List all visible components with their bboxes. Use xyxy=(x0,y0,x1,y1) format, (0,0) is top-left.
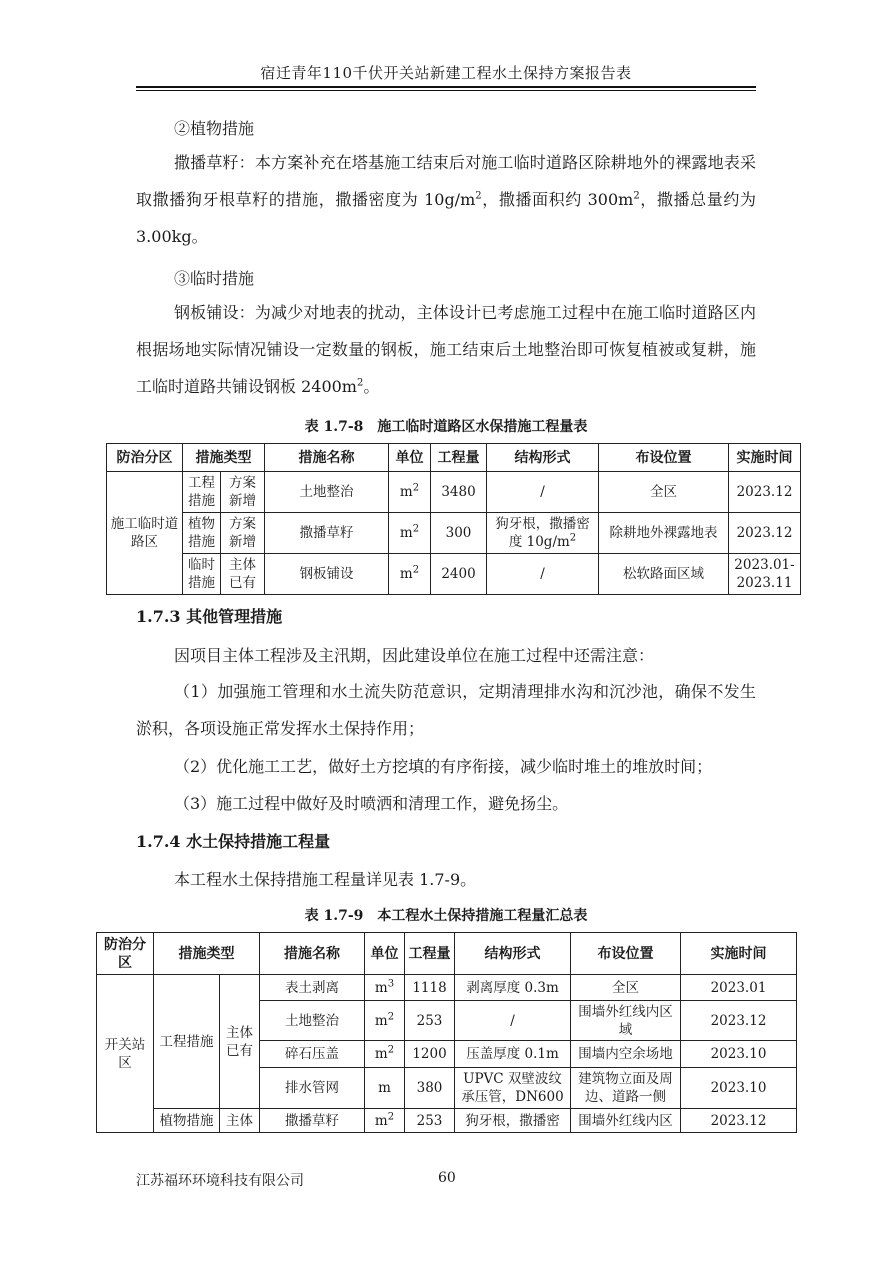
qty-cell: 1118 xyxy=(405,975,455,1001)
name-cell: 土地整治 xyxy=(260,1001,365,1041)
col-header: 防治分区 xyxy=(107,444,183,472)
unit-cell: m xyxy=(365,1068,405,1109)
table-row xyxy=(107,554,801,595)
type-cell: 工程措施 xyxy=(183,472,221,513)
table-1-7-8 xyxy=(106,443,801,595)
col-header: 措施名称 xyxy=(265,444,389,472)
time-cell: 2023.10 xyxy=(681,1068,797,1109)
source-cell: 主体已有 xyxy=(220,975,260,1109)
type-cell: 植物措施 xyxy=(183,513,221,554)
table2-caption: 表 1.7-9 本工程水土保持措施工程量汇总表 xyxy=(304,908,588,924)
table1-caption: 表 1.7-8 施工临时道路区水保措施工程量表 xyxy=(304,419,588,435)
measure-item-2: （2）优化施工工艺，做好土方挖填的有序衔接，减少临时堆土的堆放时间； xyxy=(174,757,713,776)
col-header: 措施类型 xyxy=(154,933,260,975)
section-1-7-4-intro: 本工程水土保持措施工程量详见表 1.7-9。 xyxy=(174,870,477,889)
location-cell: 围墙内空余场地 xyxy=(571,1041,681,1068)
qty-cell: 253 xyxy=(405,1001,455,1041)
struct-cell: / xyxy=(487,554,599,595)
location-cell: 全区 xyxy=(599,472,729,513)
name-cell: 土地整治 xyxy=(265,472,389,513)
col-header: 措施类型 xyxy=(183,444,265,472)
struct-cell: 狗牙根，撒播密 xyxy=(455,1109,571,1133)
unit-cell: $m^2$ xyxy=(389,554,431,595)
location-cell: 松软路面区域 xyxy=(599,554,729,595)
time-cell: 2023.01-2023.11 xyxy=(729,554,801,595)
struct-cell: 狗牙根，撒播密度 $10g/m^2$ xyxy=(487,513,599,554)
table-row xyxy=(107,513,801,554)
col-header: 实施时间 xyxy=(681,933,797,975)
unit-cell: $m^2$ xyxy=(365,1109,405,1133)
location-cell: 建筑物立面及周边、道路一侧 xyxy=(571,1068,681,1109)
header-rule-thin xyxy=(136,90,756,91)
footer-company: 江苏福环环境科技有限公司 xyxy=(136,1173,304,1189)
col-header: 实施时间 xyxy=(729,444,801,472)
col-header: 单位 xyxy=(365,933,405,975)
measure-item-3: （3）施工过程中做好及时喷洒和清理工作，避免扬尘。 xyxy=(174,794,569,813)
struct-cell: / xyxy=(487,472,599,513)
unit-cell: $m^2$ xyxy=(365,1001,405,1041)
qty-cell: 3480 xyxy=(431,472,487,513)
table-row xyxy=(97,975,797,1001)
type-cell: 工程措施 xyxy=(154,975,220,1109)
source-cell: 方案新增 xyxy=(221,513,265,554)
page-number: 60 xyxy=(438,1170,456,1186)
section-1-7-3-heading: 1.7.3 其他管理措施 xyxy=(136,607,283,626)
name-cell: 表土剥离 xyxy=(260,975,365,1001)
time-cell: 2023.10 xyxy=(681,1041,797,1068)
time-cell: 2023.01 xyxy=(681,975,797,1001)
time-cell: 2023.12 xyxy=(729,472,801,513)
source-cell: 方案新增 xyxy=(221,472,265,513)
struct-cell: 剥离厚度 0.3m xyxy=(455,975,571,1001)
location-cell: 围墙外红线内区域 xyxy=(571,1001,681,1041)
col-header: 布设位置 xyxy=(571,933,681,975)
header-rule-thick xyxy=(136,86,756,88)
name-cell: 排水管网 xyxy=(260,1068,365,1109)
time-cell: 2023.12 xyxy=(681,1001,797,1041)
qty-cell: 253 xyxy=(405,1109,455,1133)
location-cell: 全区 xyxy=(571,975,681,1001)
col-header: 结构形式 xyxy=(455,933,571,975)
qty-cell: 300 xyxy=(431,513,487,554)
col-header: 工程量 xyxy=(405,933,455,975)
type-cell: 植物措施 xyxy=(154,1109,220,1133)
table-row xyxy=(107,472,801,513)
location-cell: 除耕地外裸露地表 xyxy=(599,513,729,554)
name-cell: 撒播草籽 xyxy=(265,513,389,554)
struct-cell: / xyxy=(455,1001,571,1041)
source-cell: 主体 xyxy=(220,1109,260,1133)
table-1-7-9 xyxy=(96,932,797,1133)
running-header: 宿迁青年110千伏开关站新建工程水土保持方案报告表 xyxy=(260,64,632,82)
steel-plate-paragraph: 钢板铺设：为减少对地表的扰动，主体设计已考虑施工过程中在施工临时道路区内根据场地实际情况铺设一定数量的钢板，施工结束后土地整治即可恢复植被或复耕，施工临时道路共铺设钢板 $2400m^2$。 xyxy=(136,303,756,396)
zone-cell: 开关站区 xyxy=(97,975,154,1133)
measure-item-1: （1）加强施工管理和水土流失防范意识，定期清理排水沟和沉沙池，确保不发生淤积，各项设施正常发挥水土保持作用； xyxy=(136,682,756,738)
col-header: 措施名称 xyxy=(260,933,365,975)
unit-cell: $m^3$ xyxy=(365,975,405,1001)
temp-measures-heading: ③临时措施 xyxy=(174,269,255,288)
struct-cell: 压盖厚度 0.1m xyxy=(455,1041,571,1068)
col-header: 工程量 xyxy=(431,444,487,472)
time-cell: 2023.12 xyxy=(729,513,801,554)
col-header: 结构形式 xyxy=(487,444,599,472)
zone-cell: 施工临时道路区 xyxy=(107,472,183,595)
time-cell: 2023.12 xyxy=(681,1109,797,1133)
source-cell: 主体已有 xyxy=(221,554,265,595)
struct-cell: UPVC 双壁波纹承压管，DN600 xyxy=(455,1068,571,1109)
unit-cell: $m^2$ xyxy=(365,1041,405,1068)
qty-cell: 2400 xyxy=(431,554,487,595)
col-header: 防治分区 xyxy=(97,933,154,975)
section-1-7-3-intro: 因项目主体工程涉及主汛期，因此建设单位在施工过程中还需注意： xyxy=(174,646,655,665)
table-row xyxy=(97,1109,797,1133)
col-header: 单位 xyxy=(389,444,431,472)
unit-cell: $m^2$ xyxy=(389,513,431,554)
name-cell: 撒播草籽 xyxy=(260,1109,365,1133)
qty-cell: 1200 xyxy=(405,1041,455,1068)
unit-cell: $m^2$ xyxy=(389,472,431,513)
plant-measures-heading: ②植物措施 xyxy=(174,119,255,138)
qty-cell: 380 xyxy=(405,1068,455,1109)
col-header: 布设位置 xyxy=(599,444,729,472)
section-1-7-4-heading: 1.7.4 水土保持措施工程量 xyxy=(136,832,331,851)
location-cell: 围墙外红线内区 xyxy=(571,1109,681,1133)
name-cell: 钢板铺设 xyxy=(265,554,389,595)
sowing-paragraph: 撒播草籽：本方案补充在塔基施工结束后对施工临时道路区除耕地外的裸露地表采取撒播狗牙根草籽的措施，撒播密度为 $10g/m^2$，撒播面积约 $300m^2$，撒播总量约为 3.00kg。 xyxy=(136,153,756,246)
type-cell: 临时措施 xyxy=(183,554,221,595)
name-cell: 碎石压盖 xyxy=(260,1041,365,1068)
